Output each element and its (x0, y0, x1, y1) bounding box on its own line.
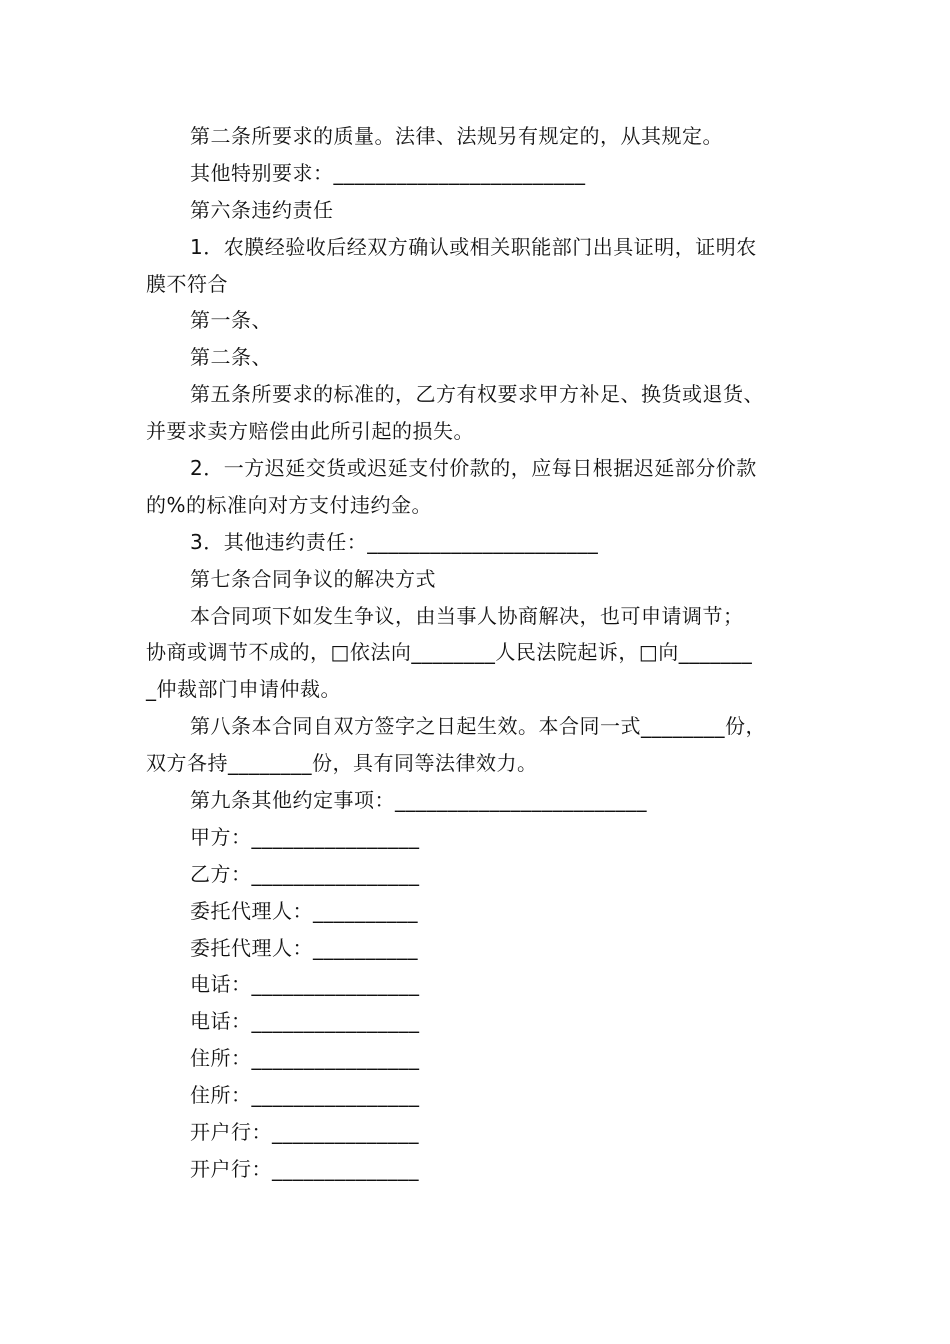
text-line: 委托代理人：__________ (190, 935, 418, 960)
text-line: 甲方：________________ (190, 824, 420, 849)
text-line: 电话：________________ (190, 1009, 420, 1034)
text-line: _仲裁部门申请仲裁。 (146, 677, 341, 702)
text-line: 膜不符合 (146, 271, 228, 296)
text-line: 第七条合同争议的解决方式 (190, 566, 436, 591)
text-line: 第五条所要求的标准的，乙方有权要求甲方补足、换货或退货、 (190, 382, 764, 407)
text-line: 电话：________________ (190, 972, 420, 997)
text-line: 双方各持________份，具有同等法律效力。 (146, 751, 538, 776)
text-line: 第八条本合同自双方签字之日起生效。本合同一式________份， (190, 714, 766, 739)
text-line: 协商或调节不成的，□依法向________人民法院起诉，□向_______ (146, 640, 753, 665)
text-line: 3．其他违约责任：______________________ (190, 529, 599, 554)
text-line: 1．农膜经验收后经双方确认或相关职能部门出具证明，证明农 (190, 234, 757, 259)
text-line: 委托代理人：__________ (190, 898, 418, 923)
text-line: 2．一方迟延交货或迟延支付价款的，应每日根据迟延部分价款 (190, 456, 757, 481)
text-line: 本合同项下如发生争议，由当事人协商解决，也可申请调节； (190, 603, 744, 628)
text-line: 并要求卖方赔偿由此所引起的损失。 (146, 419, 474, 444)
text-line: 第六条违约责任 (190, 197, 334, 222)
text-line: 的%的标准向对方支付违约金。 (146, 492, 433, 517)
text-line: 住所：________________ (190, 1046, 420, 1071)
text-line: 乙方：________________ (190, 861, 420, 886)
text-line: 开户行：______________ (190, 1120, 419, 1145)
text-line: 其他特别要求：________________________ (190, 160, 586, 185)
text-line: 住所：________________ (190, 1083, 420, 1108)
text-line: 第一条、 (190, 308, 272, 333)
text-line: 第九条其他约定事项：________________________ (190, 788, 647, 813)
document-body (146, 118, 826, 1188)
text-line: 第二条、 (190, 345, 272, 370)
text-line: 开户行：______________ (190, 1156, 419, 1181)
text-line: 第二条所要求的质量。法律、法规另有规定的，从其规定。 (190, 124, 723, 148)
